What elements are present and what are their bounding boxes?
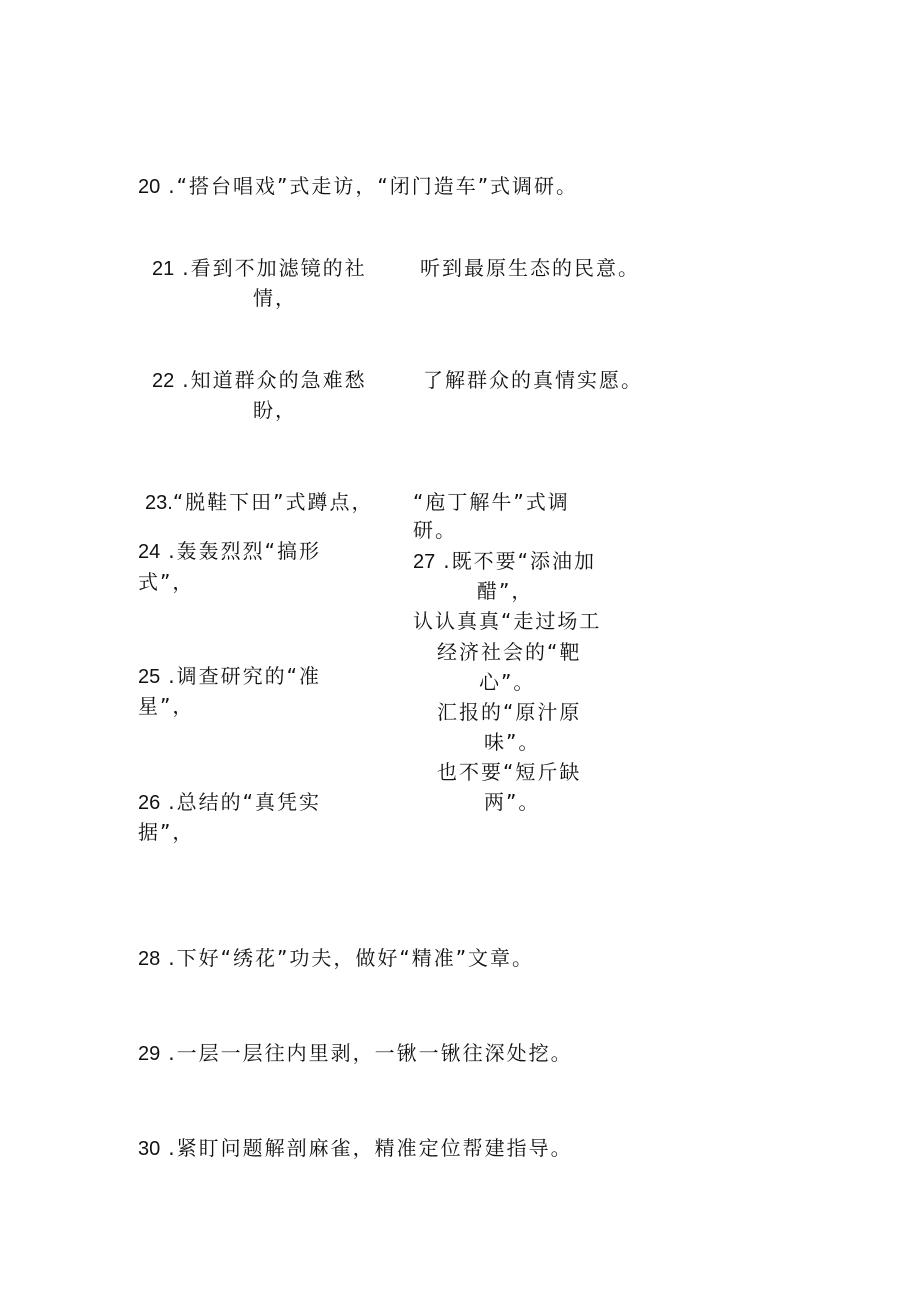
item-21-left bbox=[152, 253, 367, 284]
item-23-left bbox=[145, 487, 374, 518]
item-text: .既不要“添油加 bbox=[443, 549, 596, 573]
item-text: .“搭台唱戏”式走访，“闭门造车”式调研。 bbox=[168, 174, 579, 198]
right-fragment-line: 汇报的“原汁原 bbox=[437, 700, 582, 724]
item-number: 21 bbox=[152, 258, 175, 280]
item-text: .紧盯问题解剖麻雀，精准定位帮建指导。 bbox=[168, 1136, 573, 1160]
item-text: .知道群众的急难愁 bbox=[182, 368, 367, 392]
item-text: .调查研究的“准 bbox=[168, 664, 321, 688]
right-fragment-line: 也不要“短斤缺 bbox=[437, 760, 582, 784]
right-fragment-line: 认认真真“走过场工 bbox=[413, 609, 602, 633]
item-28 bbox=[138, 943, 534, 974]
item-text: .看到不加滤镜的社 bbox=[182, 256, 367, 280]
item-23-right-cont: 研。 bbox=[413, 518, 457, 542]
item-26 bbox=[138, 787, 321, 818]
right-fragment-line: 味”。 bbox=[484, 730, 541, 754]
item-text: .轰轰烈烈“搞形 bbox=[168, 539, 321, 563]
item-number: 22 bbox=[152, 370, 175, 392]
item-24 bbox=[138, 536, 321, 567]
item-20 bbox=[138, 171, 578, 202]
item-24-cont: 式”， bbox=[138, 570, 195, 594]
item-22-left bbox=[152, 365, 367, 396]
item-number: 26 bbox=[138, 792, 161, 814]
item-number: 24 bbox=[138, 541, 161, 563]
item-23-right: “庖丁解牛”式调 bbox=[413, 490, 570, 514]
item-25-cont: 星”， bbox=[138, 694, 195, 718]
right-fragment-line: 两”。 bbox=[484, 790, 541, 814]
item-22-left-cont: 盼， bbox=[253, 398, 297, 422]
right-fragment-line: 经济社会的“靶 bbox=[437, 640, 582, 664]
item-21-left-cont: 情， bbox=[253, 286, 297, 310]
item-number: 27 bbox=[413, 551, 436, 573]
item-text: .一层一层往内里剥，一锹一锹往深处挖。 bbox=[168, 1041, 573, 1065]
item-number: 25 bbox=[138, 666, 161, 688]
item-number: 23. bbox=[145, 492, 173, 514]
item-26-cont: 据”， bbox=[138, 820, 195, 844]
item-29 bbox=[138, 1038, 573, 1069]
item-text: .总结的“真凭实 bbox=[168, 790, 321, 814]
item-text: “脱鞋下田”式蹲点， bbox=[172, 490, 374, 514]
item-21-right: 听到最原生态的民意。 bbox=[420, 256, 640, 280]
item-25 bbox=[138, 661, 321, 692]
item-text: .下好“绣花”功夫，做好“精准”文章。 bbox=[168, 946, 535, 970]
item-number: 28 bbox=[138, 948, 161, 970]
item-number: 20 bbox=[138, 176, 161, 198]
item-27-cont: 醋”， bbox=[477, 579, 534, 603]
item-22-right: 了解群众的真情实愿。 bbox=[423, 368, 643, 392]
item-27 bbox=[413, 546, 596, 577]
right-fragment-line: 心”。 bbox=[479, 670, 536, 694]
item-number: 29 bbox=[138, 1043, 161, 1065]
item-30 bbox=[138, 1133, 573, 1164]
item-number: 30 bbox=[138, 1138, 161, 1160]
